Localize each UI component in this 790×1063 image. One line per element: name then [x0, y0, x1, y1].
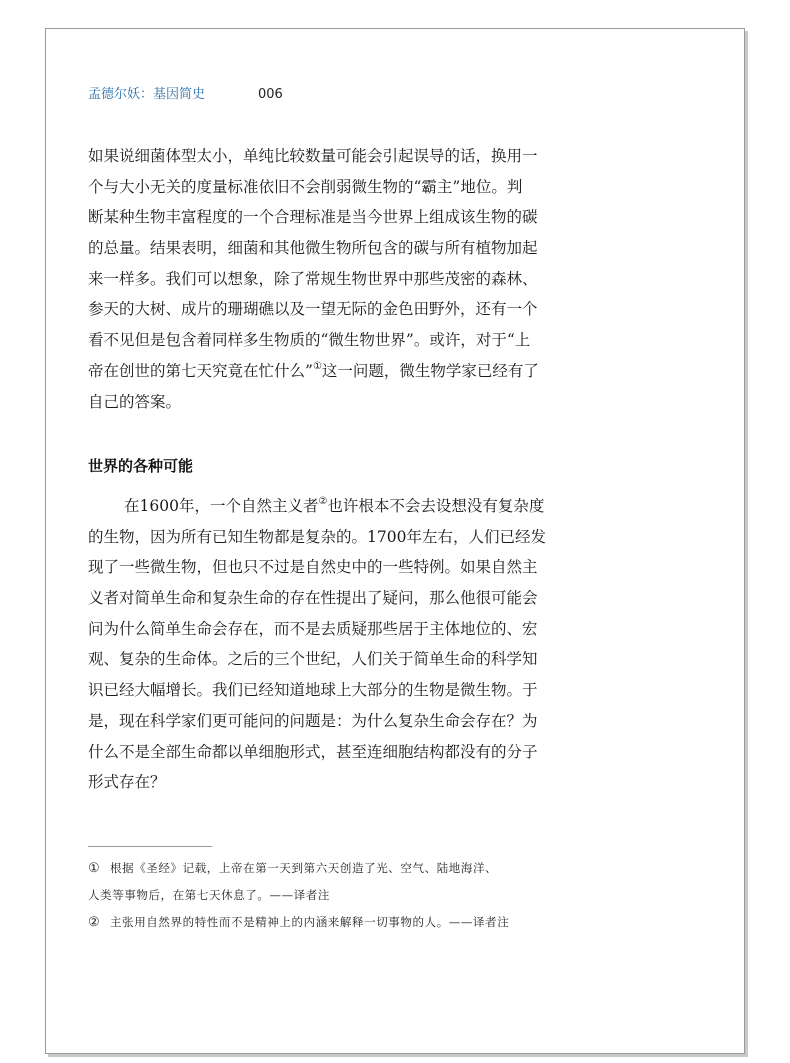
footnote-mark: ② [88, 915, 101, 930]
footnotes [88, 855, 588, 936]
footnote-text: 主张用自然界的特性而不是精神上的内涵来解释一切事物的人。——译者注 [110, 915, 510, 929]
text-line: 自己的答案。 [88, 392, 182, 411]
text-segment: 也许根本不会去设想没有复杂度 [327, 497, 545, 515]
footnote-text: 根据《圣经》记载，上帝在第一天到第六天创造了光、空气、陆地海洋、 [110, 861, 498, 875]
footnote-ref-1[interactable]: ① [312, 360, 322, 372]
text-line: 来一样多。我们可以想象，除了常规生物世界中那些茂密的森林、 [88, 269, 538, 288]
section-heading: 世界的各种可能 [88, 457, 194, 475]
text-segment: 在1600年，一个自然主义者 [124, 497, 319, 515]
text-line: 参天的大树、成片的珊瑚礁以及一望无际的金色田野外，还有一个 [88, 300, 538, 319]
text-line [88, 491, 583, 522]
running-header [88, 86, 283, 104]
text-line: 什么不是全部生命都以单细胞形式，甚至连细胞结构都没有的分子 [88, 742, 538, 761]
text-line: 形式存在？ [88, 773, 166, 792]
text-line: 如果说细菌体型太小，单纯比较数量可能会引起误导的话，换用一 [88, 147, 538, 165]
text-line [88, 356, 583, 387]
paragraph-2 [88, 491, 583, 798]
footnote-1-continued: 人类等事物后，在第七天休息了。——译者注 [88, 888, 330, 902]
text-line: 义者对简单生命和复杂生命的存在性提出了疑问，那么他很可能会 [88, 589, 538, 608]
text-line: 个与大小无关的度量标准依旧不会削弱微生物的“霸主”地位。判 [88, 177, 523, 196]
text-line: 看不见但是包含着同样多生物质的“微生物世界”。或许，对于“上 [88, 331, 531, 350]
text-line: 断某种生物丰富程度的一个合理标准是当今世界上组成该生物的碳 [88, 208, 538, 227]
text-line: 的生物，因为所有已知生物都是复杂的。1700年左右，人们已经发 [88, 527, 546, 546]
book-title: 孟德尔妖：基因简史 [88, 87, 206, 102]
footnote-ref-2[interactable]: ② [318, 496, 328, 507]
text-line: 识已经大幅增长。我们已经知道地球上大部分的生物是微生物。于 [88, 681, 538, 700]
page-number: 006 [258, 87, 283, 102]
footnote-1 [88, 855, 588, 882]
text-line: 问为什么简单生命会存在，而不是去质疑那些居于主体地位的、宏 [88, 619, 538, 638]
footnote-mark: ① [88, 861, 101, 876]
paragraph-1 [88, 141, 583, 417]
text-segment: 帝在创世的第七天究竟在忙什么” [88, 361, 313, 380]
text-line: 的总量。结果表明，细菌和其他微生物所包含的碳与所有植物加起 [88, 239, 538, 258]
footnote-divider [88, 846, 212, 847]
text-line: 是，现在科学家们更可能问的问题是：为什么复杂生命会存在？为 [88, 711, 538, 730]
text-line: 观、复杂的生命体。之后的三个世纪，人们关于简单生命的科学知 [88, 650, 538, 669]
text-segment: 这一问题，微生物学家已经有了 [321, 361, 539, 380]
text-line: 现了一些微生物，但也只不过是自然史中的一些特例。如果自然主 [88, 558, 538, 577]
footnote-2 [88, 909, 588, 936]
